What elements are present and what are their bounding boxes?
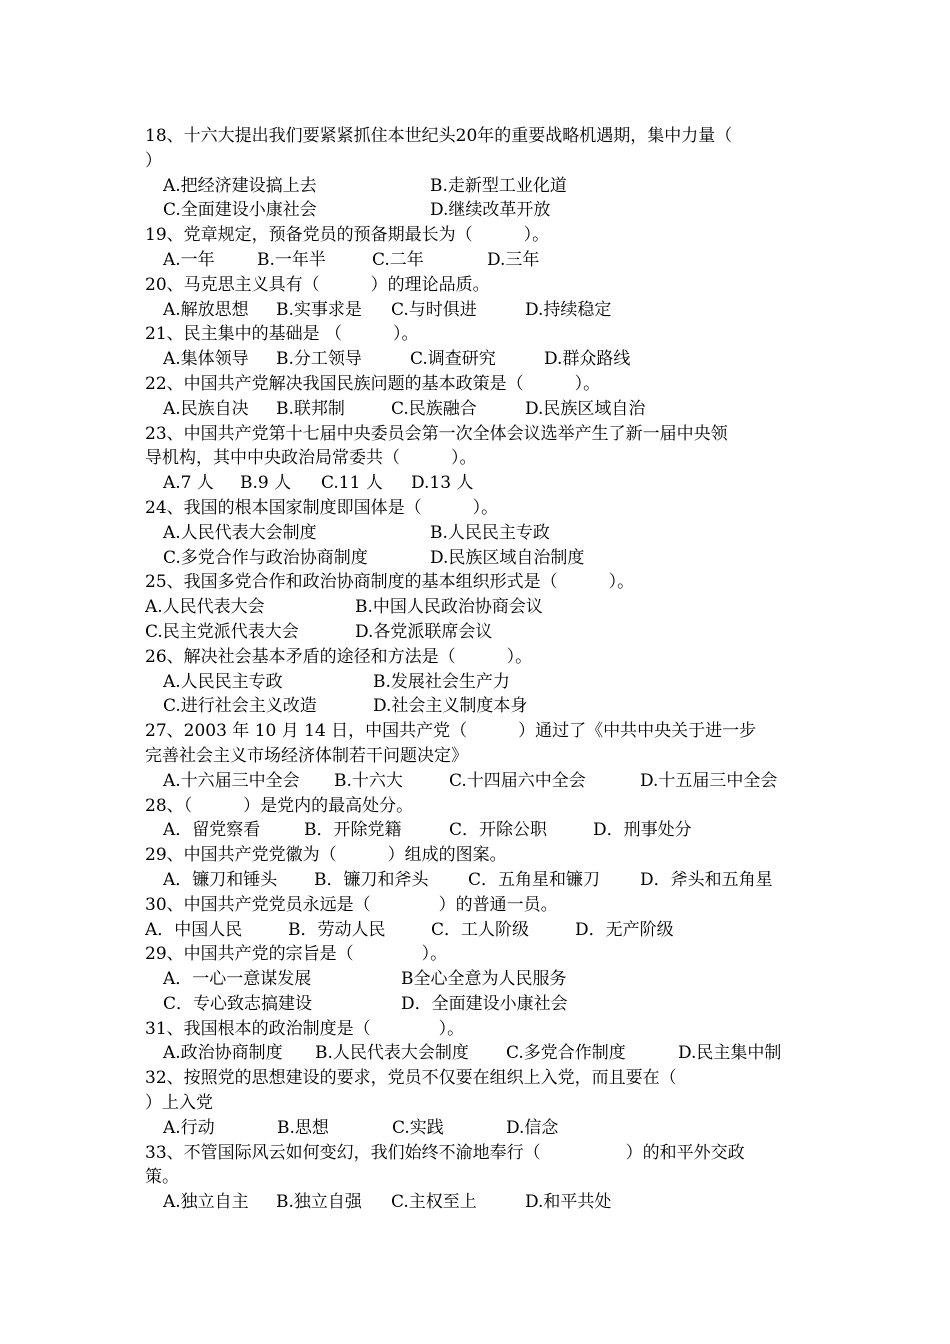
option-row [145, 347, 810, 372]
answer-option: B.9 人 [240, 473, 292, 494]
answer-option: C.十四届六中全会 [449, 770, 586, 791]
option-row [145, 918, 810, 943]
answer-option: D.民主集中制 [678, 1043, 782, 1064]
answer-option: C.主权至上 [391, 1192, 477, 1213]
answer-option: A.人民代表大会 [145, 597, 265, 618]
option-row [145, 546, 810, 571]
option-row [145, 198, 810, 223]
answer-option: D.十五届三中全会 [640, 770, 778, 791]
question-text: 20、马克思主义具有（ ）的理论品质。 [145, 274, 490, 295]
answer-option: C.实践 [392, 1117, 444, 1138]
option-row [145, 1190, 810, 1215]
option-row [145, 397, 810, 422]
answer-option: B．劳动人民 [288, 919, 386, 940]
question-text: 完善社会主义市场经济体制若干问题决定》 [145, 745, 468, 766]
answer-option: A.把经济建设搞上去 [163, 175, 317, 196]
answer-option: A.7 人 [163, 473, 214, 494]
question-text: 策。 [145, 1167, 179, 1188]
answer-option: D.群众路线 [544, 349, 631, 370]
option-row [145, 521, 810, 546]
answer-option: A.政治协商制度 [163, 1043, 283, 1064]
question-list [145, 124, 810, 1215]
option-row [145, 868, 810, 893]
answer-option: B．开除党籍 [304, 820, 402, 841]
question-text: 30、中国共产党党员永远是（ ）的普通一员。 [145, 894, 558, 915]
option-row [145, 248, 810, 273]
answer-option: A.解放思想 [163, 299, 249, 320]
option-row [145, 818, 810, 843]
answer-option: D.各党派联席会议 [355, 621, 493, 642]
question-text: 29、中国共产党党徽为（ ）组成的图案。 [145, 845, 507, 866]
answer-option: D．无产阶级 [575, 919, 674, 940]
question-text: 19、党章规定，预备党员的预备期最长为（ ）。 [145, 225, 550, 246]
answer-option: C.多党合作制度 [506, 1043, 626, 1064]
answer-option: C.进行社会主义改造 [163, 696, 317, 717]
answer-option: B.中国人民政治协商会议 [355, 597, 543, 618]
answer-option: C.二年 [372, 249, 424, 270]
answer-option: B.一年半 [257, 249, 326, 270]
answer-option: C．工人阶级 [431, 919, 530, 940]
question-text: 导机构，其中中央政治局常委共（ ）。 [145, 448, 477, 469]
answer-option: A．中国人民 [145, 919, 243, 940]
question-text: 32、按照党的思想建设的要求，党员不仅要在组织上入党，而且要在（ [145, 1068, 677, 1089]
question-text: 23、中国共产党第十七届中央委员会第一次全体会议选举产生了新一届中央领 [145, 423, 728, 444]
answer-option: B.十六大 [334, 770, 403, 791]
question-text: 28、（ ）是党内的最高处分。 [145, 795, 414, 816]
option-row [145, 595, 810, 620]
answer-option: A.人民民主专政 [163, 671, 283, 692]
question-text: 25、我国多党合作和政治协商制度的基本组织形式是（ ）。 [145, 572, 635, 593]
question-text: 21、民主集中的基础是 （ ）。 [145, 324, 419, 345]
answer-option: B全心全意为人民服务 [401, 969, 567, 990]
question-text: 29、中国共产党的宗旨是（ ）。 [145, 944, 448, 965]
answer-option: B.分工领导 [276, 349, 362, 370]
answer-option: C.民主党派代表大会 [145, 621, 299, 642]
answer-option: D．全面建设小康社会 [401, 993, 568, 1014]
option-row [145, 967, 810, 992]
answer-option: B.人民代表大会制度 [315, 1043, 469, 1064]
answer-option: B.发展社会生产力 [373, 671, 510, 692]
answer-option: A.人民代表大会制度 [163, 522, 317, 543]
answer-option: D.信念 [506, 1117, 559, 1138]
answer-option: B.独立自强 [276, 1192, 362, 1213]
answer-option: B.联邦制 [276, 398, 345, 419]
answer-option: A.一年 [163, 249, 215, 270]
answer-option: C.全面建设小康社会 [163, 200, 317, 221]
option-row [145, 1116, 810, 1141]
question-text: ）上入党 [145, 1093, 213, 1114]
option-row [145, 471, 810, 496]
answer-option: C.11 人 [321, 473, 383, 494]
answer-option: A.独立自主 [163, 1192, 249, 1213]
question-text: 31、我国根本的政治制度是（ ）。 [145, 1018, 465, 1039]
answer-option: A．留党察看 [163, 820, 261, 841]
answer-option: B.思想 [277, 1117, 329, 1138]
answer-option: C.民族融合 [391, 398, 477, 419]
answer-option: A.民族自决 [163, 398, 249, 419]
answer-option: C.多党合作与政治协商制度 [163, 547, 368, 568]
answer-option: D.社会主义制度本身 [373, 696, 528, 717]
question-text: 18、十六大提出我们要紧紧抓住本世纪头20年的重要战略机遇期，集中力量（ [145, 126, 733, 146]
answer-option: A.集体领导 [163, 349, 249, 370]
option-row [145, 1041, 810, 1066]
answer-option: C.与时俱进 [391, 299, 477, 320]
answer-option: A．镰刀和锤头 [163, 869, 278, 890]
answer-option: D.持续稳定 [525, 299, 612, 320]
option-row [145, 174, 810, 199]
option-row [145, 670, 810, 695]
answer-option: C.调查研究 [410, 349, 496, 370]
answer-option: B.人民民主专政 [430, 522, 550, 543]
answer-option: C．五角星和镰刀 [468, 869, 601, 890]
answer-option: D．刑事处分 [593, 820, 692, 841]
answer-option: B.走新型工业化道 [430, 175, 567, 196]
question-text: 27、2003 年 10 月 14 日，中国共产党（ ）通过了《中共中央关于进一步 [145, 721, 757, 742]
answer-option: C．专心致志搞建设 [163, 993, 313, 1014]
answer-option: A.行动 [163, 1117, 215, 1138]
option-row [145, 620, 810, 645]
option-row [145, 298, 810, 323]
question-text: ） [145, 150, 162, 171]
option-row [145, 992, 810, 1017]
question-text: 22、中国共产党解决我国民族问题的基本政策是（ ）。 [145, 373, 601, 394]
answer-option: D．斧头和五角星 [640, 869, 773, 890]
answer-option: B.实事求是 [276, 299, 362, 320]
answer-option: D.和平共处 [525, 1192, 612, 1213]
option-row [145, 769, 810, 794]
option-row [145, 694, 810, 719]
answer-option: D.三年 [487, 249, 540, 270]
answer-option: D.民族区域自治 [525, 398, 646, 419]
question-text: 24、我国的根本国家制度即国体是（ ）。 [145, 497, 499, 518]
answer-option: A．一心一意谋发展 [163, 969, 312, 990]
answer-option: B．镰刀和斧头 [314, 869, 429, 890]
answer-option: D.民族区域自治制度 [430, 547, 585, 568]
answer-option: C．开除公职 [449, 820, 548, 841]
question-text: 33、不管国际风云如何变幻，我们始终不渝地奉行（ ）的和平外交政 [145, 1142, 745, 1163]
answer-option: A.十六届三中全会 [163, 770, 300, 791]
answer-option: D.13 人 [411, 473, 474, 494]
answer-option: D.继续改革开放 [430, 200, 551, 221]
question-text: 26、解决社会基本矛盾的途径和方法是（ ）。 [145, 646, 533, 667]
